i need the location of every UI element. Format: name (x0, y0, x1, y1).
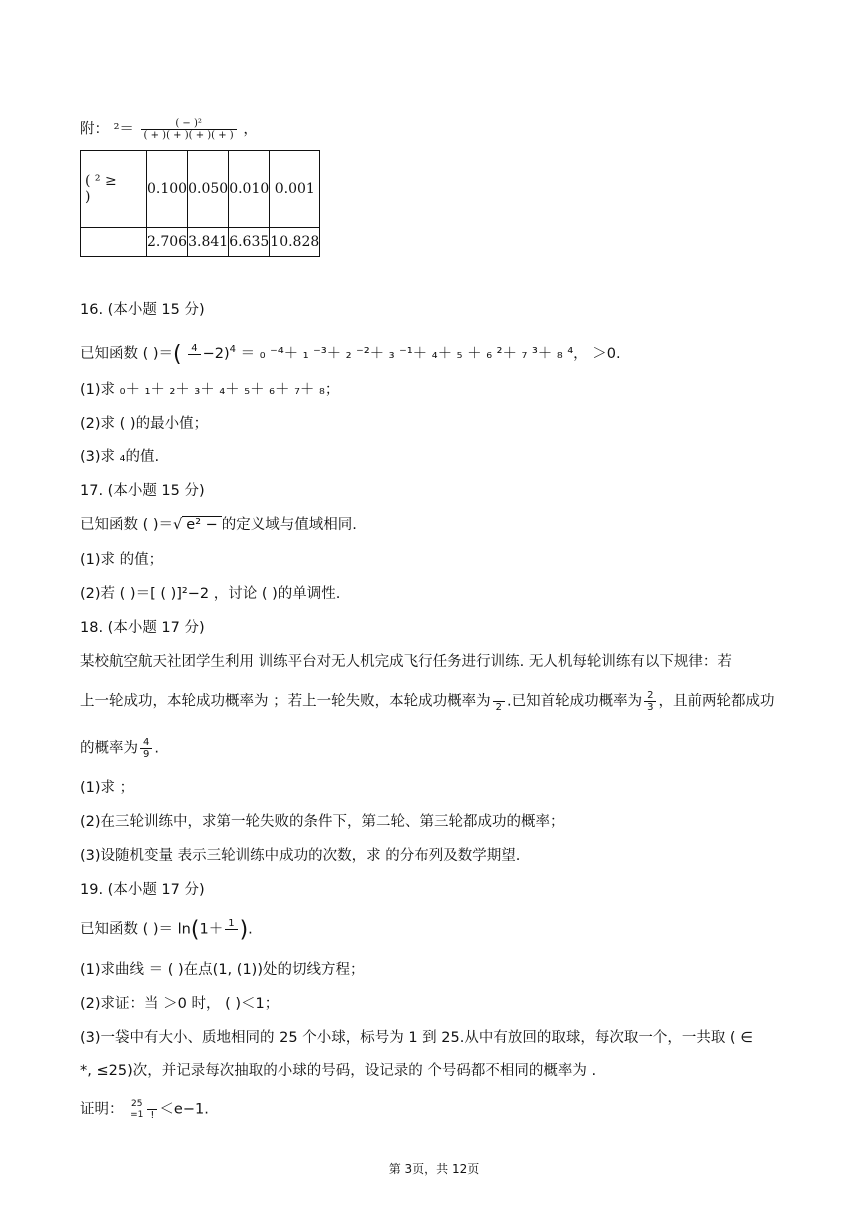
q16-stem-part: ＝ ₀ ⁻⁴＋ ₁ ⁻³＋ ₂ ⁻²＋ ₃ ⁻¹＋ ₄＋ ₅ ＋ ₆ ²＋ ₇ ³＋ ₈ ⁴， ＞0. (240, 346, 621, 362)
q16-header: 16. (本小题 15 分) (80, 302, 205, 318)
q16-fraction (188, 343, 200, 366)
table-empty-cell (81, 228, 147, 257)
summation-bounds (130, 1099, 143, 1121)
q17-part2: (2)若 ( )＝[ ( )]²−2 ，讨论 ( )的单调性. (80, 586, 341, 602)
q16-stem: 已知函数 ( )＝( 4 −2)$^4$ ＝ ₀ ⁻⁴＋ ₁ ⁻³＋ ₂ ⁻²＋ ₃ ⁻¹＋ ₄＋ ₅ ＋ ₆ ²＋ ₇ ³＋ ₈ ⁴， ＞0. (80, 342, 621, 367)
page-footer: 第 3页，共 12页 (388, 1162, 480, 1176)
sum-upper-bound: 25 (131, 1098, 143, 1109)
q18-header: 18. (本小题 17 分) (80, 620, 205, 636)
q19-part1: (1)求曲线 ＝ ( )在点(1, (1))处的切线方程； (80, 962, 365, 978)
q17-stem: 已知函数 ( )＝√ e² − 的定义域与值域相同. (80, 517, 357, 533)
q18-stem-line1: 某校航空航天社团学生利用 训练平台对无人机完成飞行任务进行训练. 无人机每轮训练有以下规律：若 (80, 654, 732, 670)
proof-fraction-den: ! (150, 1110, 155, 1121)
q16-fraction-num: 4 (188, 343, 200, 355)
p-value-cell: 0.001 (270, 151, 320, 228)
proof-label: 证明： (80, 1101, 124, 1118)
q19-stem-part: . (248, 921, 253, 938)
q18-stem-part: 的概率为 (80, 740, 138, 757)
q16-part2: (2)求 ( )的最小值； (80, 416, 209, 432)
q18-fraction-3 (140, 737, 152, 760)
q19-stem: 已知函数 ( )＝ ln(1＋ 1 ). (80, 917, 253, 943)
q18-fraction-den: 9 (143, 749, 150, 760)
q16-exponent: 4 (229, 344, 237, 355)
q18-fraction-den: 3 (647, 702, 654, 713)
q18-fraction-2 (644, 690, 656, 713)
k-value-cell: 10.828 (270, 228, 320, 257)
q18-stem-line2 (80, 690, 774, 713)
q16-stem-part: −2) (202, 346, 230, 362)
proof-fraction (147, 1098, 157, 1121)
formula-lhs: ²＝ (113, 121, 134, 138)
table-header-line2: ) (85, 189, 91, 205)
q19-header: 19. (本小题 17 分) (80, 882, 205, 898)
p-value-cell: 0.010 (229, 151, 270, 228)
critical-value-table (80, 150, 320, 257)
appendix-formula (80, 118, 258, 141)
fraction-denominator: ( + )( + )( + )( + ) (143, 130, 234, 141)
q18-part3: (3)设随机变量 表示三轮训练中成功的次数，求 的分布列及数学期望. (80, 848, 521, 864)
q16-part1: (1)求 ₀＋ ₁＋ ₂＋ ₃＋ ₄＋ ₅＋ ₆＋ ₇＋ ₈； (80, 382, 340, 398)
table-header-cell (81, 151, 147, 228)
appendix-label: 附： (80, 121, 109, 138)
q19-fraction (225, 918, 237, 941)
q17-stem-part: 已知函数 ( )＝ (80, 517, 174, 533)
q17-stem-part: 的定义域与值域相同. (221, 517, 357, 533)
k-value-cell: 6.635 (229, 228, 270, 257)
q18-stem-part: . (154, 740, 159, 757)
q19-stem-part: 已知函数 ( )＝ ln (80, 921, 191, 938)
q18-stem-part: .已知首轮成功概率为 (506, 693, 643, 710)
fraction-numerator: ( − )² (141, 118, 237, 130)
q18-part1: (1)求 ； (80, 780, 135, 796)
q18-part2: (2)在三轮训练中，求第一轮失败的条件下，第二轮、第三轮都成功的概率； (80, 814, 565, 830)
sum-lower-bound: =1 (130, 1109, 144, 1120)
k-value-cell: 3.841 (188, 228, 229, 257)
p-value-cell: 0.100 (147, 151, 188, 228)
proof-tail: ＜e−1. (159, 1101, 209, 1118)
q17-part1: (1)求 的值； (80, 552, 164, 568)
q19-proof (80, 1098, 209, 1121)
q19-stem-inner: 1＋ (199, 921, 224, 938)
q19-part3-line2: *, ≤25)次，并记录每次抽取的小球的号码，设记录的 个号码都不相同的概率为 . (80, 1063, 597, 1079)
q17-sqrt: e² − (182, 516, 222, 533)
q18-fraction-1 (493, 690, 505, 713)
table-header-line1: ( ² ≥ (85, 173, 117, 189)
q16-part3: (3)求 ₄的值. (80, 449, 160, 465)
q18-stem-line3 (80, 737, 159, 760)
p-value-cell: 0.050 (188, 151, 229, 228)
formula-tail: ， (243, 121, 258, 138)
q18-fraction-den: 2 (495, 702, 502, 713)
q19-fraction-num: 1 (225, 918, 237, 930)
q18-stem-part: ，且前两轮都成功 (658, 693, 775, 710)
q18-stem-part: 上一轮成功，本轮成功概率为 ；若上一轮失败，本轮成功概率为 (80, 693, 491, 710)
q19-part2: (2)求证：当 ＞0 时， ( )＜1； (80, 996, 280, 1012)
chi-square-fraction (141, 118, 237, 141)
q17-header: 17. (本小题 15 分) (80, 483, 205, 499)
q18-fraction-num: 4 (140, 737, 152, 749)
q16-stem-part: 已知函数 ( )＝ (80, 346, 174, 362)
q18-fraction-num: 2 (644, 690, 656, 702)
q19-part3-line1: (3)一袋中有大小、质地相同的 25 个小球，标号为 1 到 25.从中有放回的取球，每次取一个，一共取 ( ∈ (80, 1030, 753, 1046)
k-value-cell: 2.706 (147, 228, 188, 257)
